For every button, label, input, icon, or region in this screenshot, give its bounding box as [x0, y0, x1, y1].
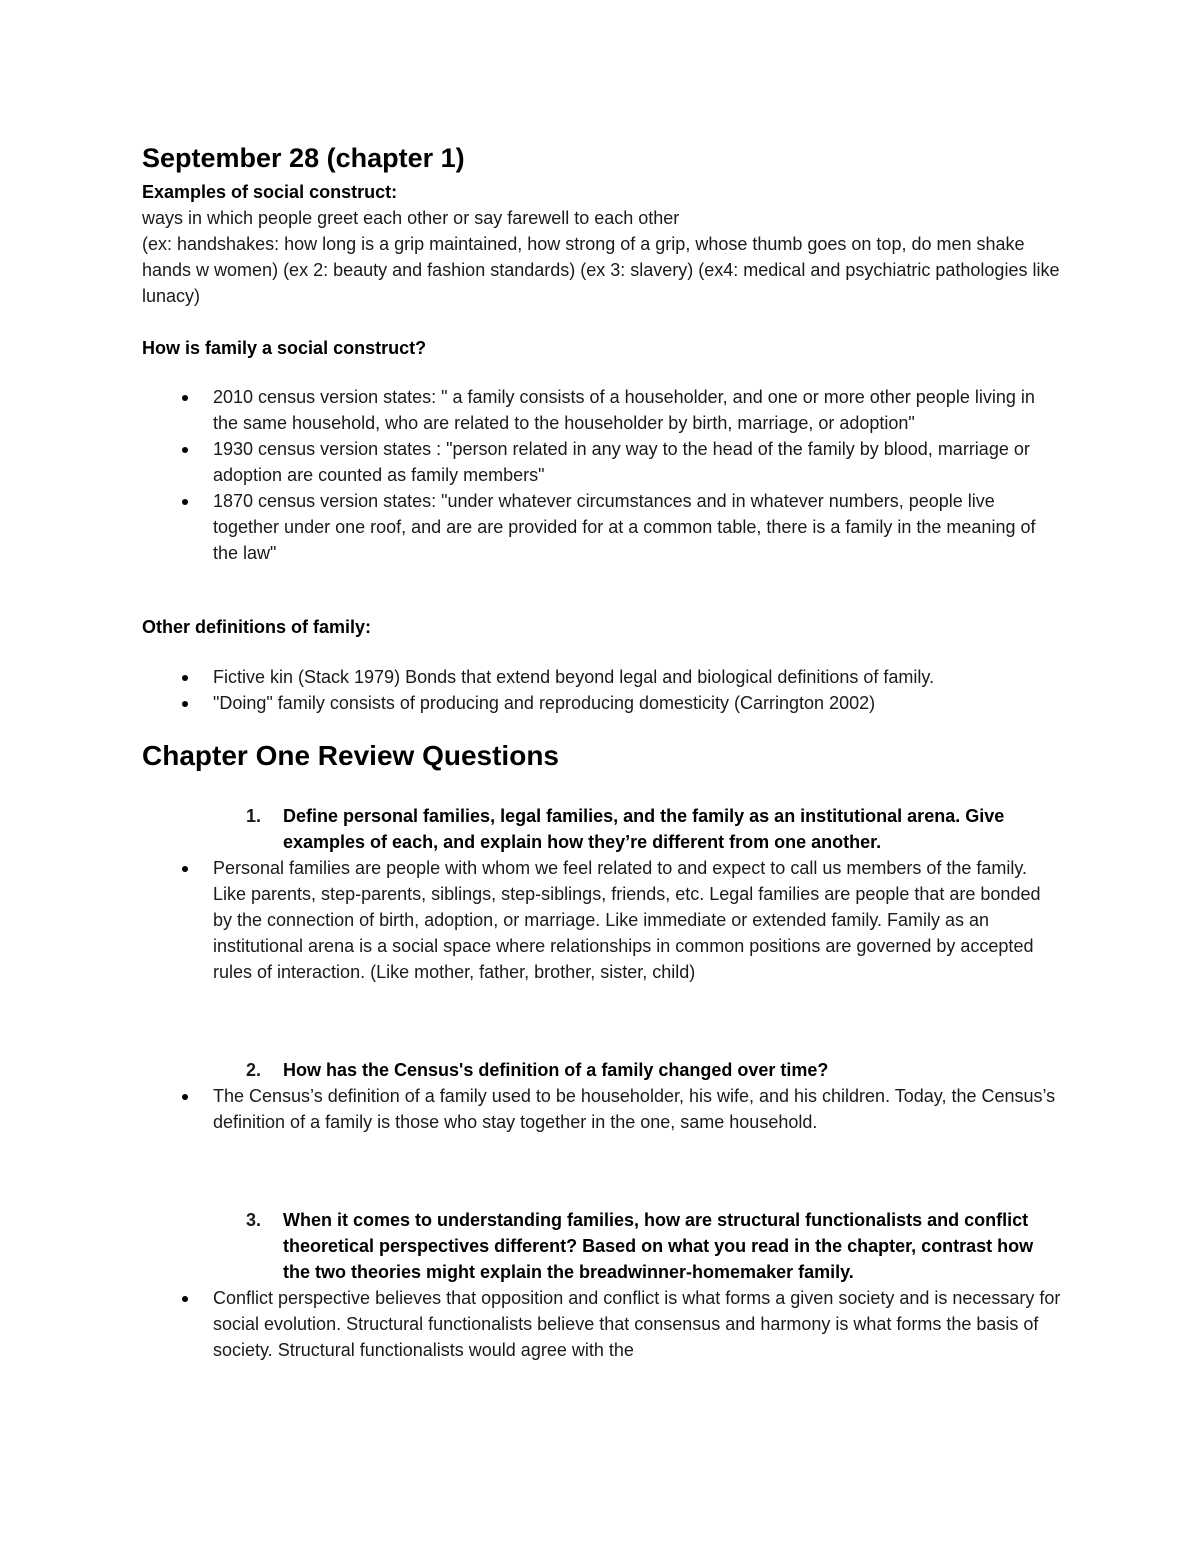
list-item — [142, 488, 1062, 566]
bullet-icon — [182, 1296, 188, 1302]
list-item-text: 1870 census version states: "under whatever circumstances and in whatever numbers, people live together under one roof, and are are provided for at a common table, there is a family in the meaning of the law" — [213, 491, 1036, 563]
question-number: 3. — [246, 1210, 262, 1230]
list-item-text: 1930 census version states : "person related in any way to the head of the family by blood, marriage or adoption are counted as family members" — [213, 439, 1030, 485]
answer-text: Conflict perspective believes that opposition and conflict is what forms a given society and is necessary for social evolution. Structural functionalists believe that consensus and harmony is what forms the basis of society. Structural functionalists would agree with the — [213, 1288, 1061, 1360]
list-item-text: "Doing" family consists of producing and reproducing domesticity (Carrington 2002) — [213, 693, 876, 713]
family-construct-heading: How is family a social construct? — [142, 338, 427, 358]
answer-item — [142, 1285, 1062, 1363]
bullet-icon — [182, 499, 188, 505]
page-title: September 28 (chapter 1) — [142, 143, 465, 173]
examples-heading: Examples of social construct: — [142, 182, 398, 202]
other-definitions-heading: Other definitions of family: — [142, 617, 372, 637]
question-number: 2. — [246, 1060, 262, 1080]
list-item — [142, 384, 1062, 436]
list-item-text: 2010 census version states: " a family consists of a householder, and one or more other people living in the same household, who are related to the householder by birth, marriage, or adoption" — [213, 387, 1035, 433]
answer-item — [142, 1083, 1062, 1135]
bullet-icon — [182, 447, 188, 453]
bullet-icon — [182, 866, 188, 872]
question-text: How has the Census's definition of a family changed over time? — [283, 1060, 829, 1080]
answer-text: Personal families are people with whom we feel related to and expect to call us members of the family. Like parents, step-parents, siblings, step-siblings, friends, etc. Legal families are people that are bonded by the connection of birth, adoption, or marriage. Like immediate or extended family. Family as an institutional arena is a social space where relationships in common positions are governed by accepted rules of interaction. (Like mother, father, brother, sister, child) — [213, 858, 1041, 982]
bullet-icon — [182, 395, 188, 401]
bullet-icon — [182, 701, 188, 707]
bullet-icon — [182, 675, 188, 681]
bullet-icon — [182, 1094, 188, 1100]
question-number: 1. — [246, 806, 262, 826]
list-item-text: Fictive kin (Stack 1979) Bonds that extend beyond legal and biological definitions of family. — [213, 667, 935, 687]
review-question — [142, 1207, 1062, 1285]
review-heading: Chapter One Review Questions — [142, 740, 559, 771]
list-item — [142, 436, 1062, 488]
answer-text: The Census’s definition of a family used to be householder, his wife, and his children. Today, the Census’s definition of a family is those who stay together in the one, same household. — [213, 1086, 1056, 1132]
review-question — [142, 803, 1062, 855]
list-item — [142, 664, 1062, 690]
question-text: Define personal families, legal families, and the family as an institutional arena. Give examples of each, and explain how they’re different from one another. — [283, 806, 1005, 852]
review-question — [142, 1057, 1062, 1083]
question-text: When it comes to understanding families, how are structural functionalists and conflict theoretical perspectives different? Based on what you read in the chapter, contrast how the two theories might explain the breadwinner-homemaker family. — [283, 1210, 1034, 1282]
examples-line-2: (ex: handshakes: how long is a grip maintained, how strong of a grip, whose thumb goes on top, do men shake hands w women) (ex 2: beauty and fashion standards) (ex 3: slavery) (ex4: medical and psychiatric pathologies like lunacy) — [142, 234, 1060, 306]
examples-line-1: ways in which people greet each other or say farewell to each other — [142, 208, 680, 228]
answer-item — [142, 855, 1062, 985]
list-item — [142, 690, 1062, 716]
